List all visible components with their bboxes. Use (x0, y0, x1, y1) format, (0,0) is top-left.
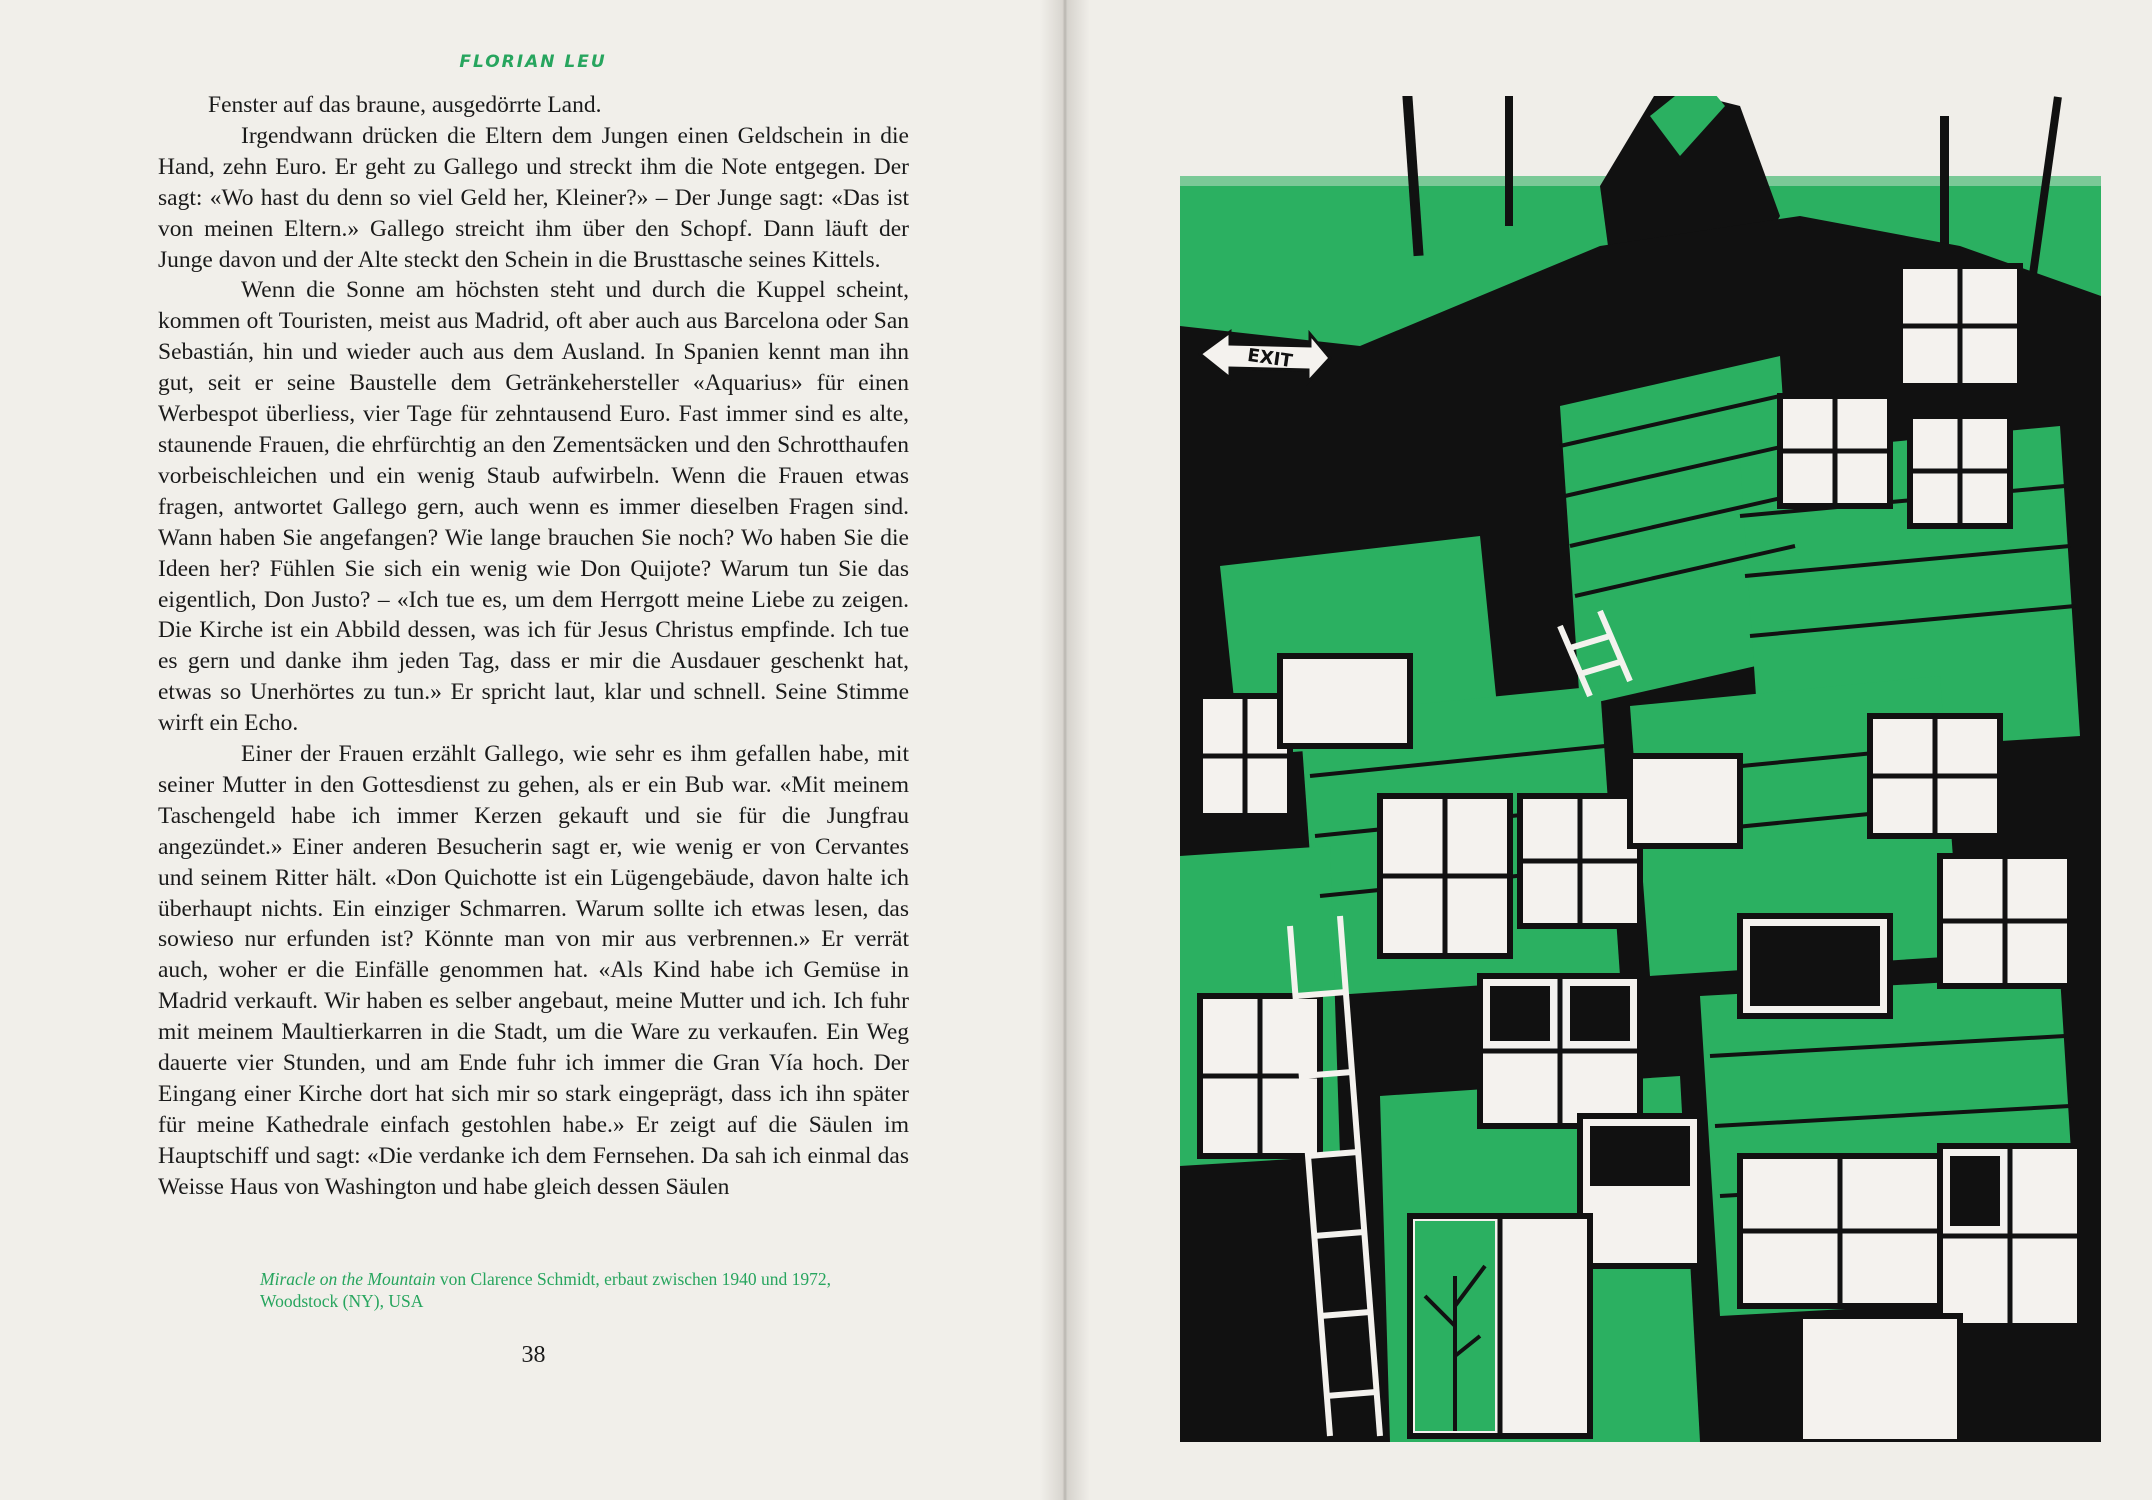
paragraph: Fenster auf das braune, ausgedörrte Land. (208, 92, 602, 118)
caption-text: von Clarence Schmidt, erbaut zwischen 1940 und 1972, Woodstock (NY), USA (260, 1269, 832, 1311)
running-head: FLORIAN LEU (459, 52, 607, 72)
illustration (1180, 96, 2101, 1442)
building-illustration (1180, 96, 2101, 1442)
caption-title: Miracle on the Mountain (260, 1269, 436, 1289)
page-number: 38 (521, 1342, 546, 1368)
paragraph: Einer der Frauen erzählt Gallego, wie sehr es ihm gefallen habe, mit seiner Mutter in den Gottesdienst zu gehen, als er ein Bub war. «Mit meinem Taschengeld habe ich immer Kerzen gekauft und sie für die Jungfrau angezündet.» Einer anderen Besucherin sagt er, wie wenig er von Cervantes und seinem Ritter hält. «Don Quichotte ist ein Lügengebäude, davon halte ich überhaupt nichts. Ein einziger Schmarren. Warum sollte ich etwas lesen, das sowieso nur erfunden ist? Könnte man von mir aus verbrennen.» Er verrät auch, woher er die Einfälle genommen hat. «Als Kind habe ich Gemüse in Madrid verkauft. Wir haben es selber angebaut, meine Mutter und ich. Ich fuhr mit meinem Maultierkarren in die Stadt, um die Ware zu verkaufen. Ein Weg dauerte vier Stunden, und am Ende fuhr ich immer die Gran Vía hoch. Der Eingang einer Kirche dort hat sich mir so stark eingeprägt, dass ich ihn später für meine Kathedrale einfach gestohlen habe.» Er zeigt auf die Säulen im Hauptschiff und sagt: «Die verdanke ich dem Fernsehen. Da sah ich einmal das Weisse Haus von Washington und habe gleich dessen Säulen (158, 741, 909, 1200)
book-gutter (1040, 0, 1090, 1500)
paragraph: Wenn die Sonne am höchsten steht und durch die Kuppel scheint, kommen oft Touristen, meist aus Madrid, oft aber auch aus Barcelona oder San Sebastián, hin und wieder auch aus dem Ausland. In Spanien kennt man ihn gut, seit er seine Baustelle dem Getränkehersteller «Aquarius» für einen Werbespot überliess, vier Tage für zehntausend Euro. Fast immer sind es alte, staunende Frauen, die ehrfürchtig an den Zementsäcken und den Schrotthaufen vorbeischleichen und ein wenig Staub aufwirbeln. Wenn die Frauen etwas fragen, antwortet Gallego gern, auch wenn es immer dieselben Fragen sind. Wann haben Sie angefangen? Wie lange brauchen Sie noch? Wo haben Sie die Ideen her? Fühlen Sie sich ein wenig wie Don Quijote? Warum tun Sie das eigentlich, Don Justo? – «Ich tue es, um dem Herrgott meine Liebe zu zeigen. Die Kirche ist ein Abbild dessen, was ich für Jesus Christus empfinde. Ich tue es gern und danke ihm jeden Tag, dass er mir die Ausdauer geschenkt hat, etwas so Unerhörtes zu tun.» Er spricht laut, klar und schnell. Seine Stimme wirft ein Echo. (158, 277, 909, 737)
exit-sign-text: EXIT (1246, 344, 1294, 373)
paragraph: Irgendwann drücken die Eltern dem Jungen einen Geldschein in die Hand, zehn Euro. Er geht zu Gallego und streckt ihm die Note entgegen. Der sagt: «Wo hast du denn so viel Geld her, Kleiner?» – Der Junge sagt: «Das ist von meinen Eltern.» Gallego streicht ihm über den Schopf. Dann läuft der Junge davon und der Alte steckt den Schein in die Brusttasche seines Kittels. (158, 122, 909, 273)
figure-caption (260, 1268, 900, 1312)
body-text (158, 90, 909, 1203)
